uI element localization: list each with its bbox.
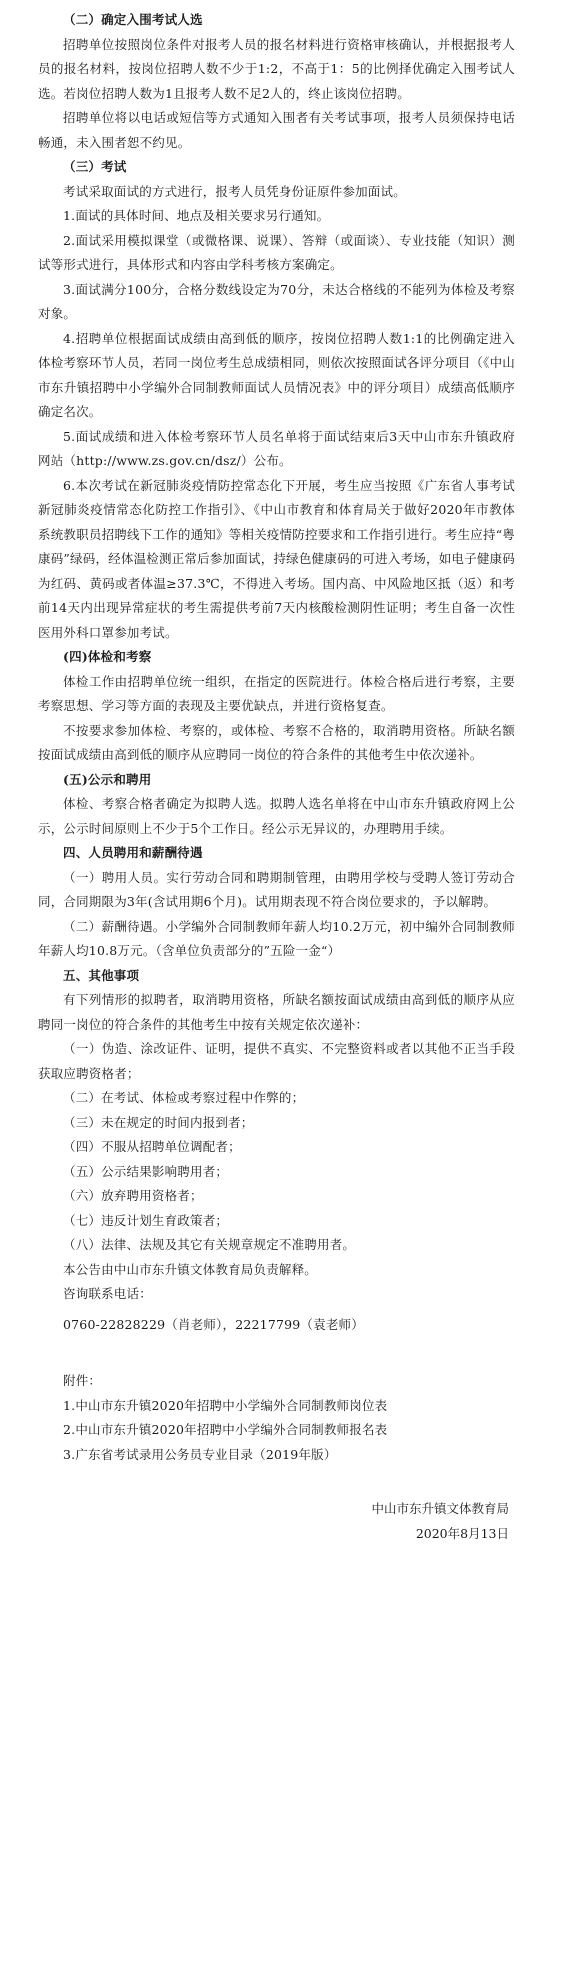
list-item-condition-1: （一）伪造、涂改证件、证明，提供不真实、不完整资料或者以其他不正当手段获取应聘资格者；: [38, 1041, 515, 1081]
paragraph-medical-check: 体检工作由招聘单位统一组织，在指定的医院进行。体检合格后进行考察，主要考察思想、学习等方面的表现及主要优缺点，并进行资格复查。: [38, 673, 515, 713]
attachment-item-3: 3.广东省考试录用公务员专业目录（2019年版）: [63, 1446, 337, 1462]
paragraph-exam-item-6: 6.本次考试在新冠肺炎疫情防控常态化下开展，考生应当按照《广东省人事考试新冠肺炎疫情常态化防控工作指引》、《中山市教育和体育局关于做好2020年市教体系统教职员招聘线下工作的通知》等相关疫情防控要求和工作指引进行。考生应持“粤康码”绿码，经体温检测正常后参加面试，持绿色健康码的可进入考场，如电子健康码为红码、黄码或者体温≥37.3℃，不得进入考场。国内高、中风险地区抵（返）和考前14天内出现异常症状的考生需提供考前7天内核酸检测阴性证明；考生自备一次性医用外科口罩参加考试。: [38, 477, 515, 640]
attachment-item-1: 1.中山市东升镇2020年招聘中小学编外合同制教师岗位表: [63, 1397, 388, 1413]
attachments-title: 附件：: [63, 1373, 102, 1388]
list-item-condition-6: （六）放弃聘用资格者；: [63, 1188, 203, 1203]
list-item-condition-4: （四）不服从招聘单位调配者；: [63, 1139, 241, 1154]
list-item-condition-2: （二）在考试、体检或考察过程中作弊的；: [63, 1090, 305, 1105]
heading-shortlist: （二）确定入围考试人选: [63, 12, 203, 27]
attachment-item-2: 2.中山市东升镇2020年招聘中小学编外合同制教师报名表: [63, 1422, 388, 1437]
heading-publicity: (五)公示和聘用: [63, 771, 152, 787]
paragraph-exam-item-4: 4.招聘单位根据面试成绩由高到低的顺序，按岗位招聘人数1:1的比例确定进入体检考察环节人员，若同一岗位考生总成绩相同，则依次按照面试各评分项目（《中山市东升镇招聘中小学编外合同制教师面试人员情况表》中的评分项目）成绩高低顺序确定名次。: [38, 330, 515, 419]
list-item-condition-3: （三）未在规定的时间内报到者；: [63, 1114, 254, 1130]
paragraph-exam-item-3: 3.面试满分100分，合格分数线设定为70分，未达合格线的不能列为体检及考察对象。: [38, 281, 515, 321]
signature-date: 2020年8月13日: [415, 1525, 509, 1541]
list-item-condition-5: （五）公示结果影响聘用者；: [63, 1163, 229, 1179]
paragraph-qualification-review: 招聘单位按照岗位条件对报考人员的报名材料进行资格审核确认，并根据报考人员的报名材料，按岗位招聘人数不少于1:2，不高于1：5的比例择优确定入围考试人选。若岗位招聘人数为1且报考人数不足2人的，终止该岗位招聘。: [38, 36, 515, 101]
paragraph-notification: 招聘单位将以电话或短信等方式通知入围者有关考试事项，报考人员须保持电话畅通，未入围者恕不约见。: [38, 110, 515, 150]
list-item-condition-8: （八）法律、法规及其它有关规章规定不准聘用者。: [63, 1237, 356, 1252]
paragraph-exam-item-2: 2.面试采用模拟课堂（或微格课、说课）、答辩（或面谈）、专业技能（知识）测试等形式进行，具体形式和内容由学科考核方案确定。: [38, 232, 515, 272]
paragraph-exam-item-1: 1.面试的具体时间、地点及相关要求另行通知。: [63, 208, 330, 223]
paragraph-interpretation: 本公告由中山市东升镇文体教育局负责解释。: [63, 1261, 318, 1277]
heading-exam: （三）考试: [63, 159, 127, 174]
contact-label: 咨询联系电话：: [63, 1286, 152, 1301]
heading-other-matters: 五、其他事项: [63, 967, 140, 983]
paragraph-disqualification: 不按要求参加体检、考察的，或体检、考察不合格的，取消聘用资格。所缺名额按面试成绩由高到低的顺序从应聘同一岗位的符合条件的其他考生中依次递补。: [38, 722, 515, 762]
heading-medical-check: (四)体检和考察: [63, 649, 152, 664]
paragraph-salary: （二）薪酬待遇。小学编外合同制教师年薪人均10.2万元，初中编外合同制教师年薪人均10.8万元。（含单位负责部分的”五险一金“）: [38, 918, 515, 958]
contact-phone: 0760-22828229（肖老师），22217799（袁老师）: [63, 1316, 364, 1332]
list-item-condition-7: （七）违反计划生育政策者；: [63, 1212, 229, 1228]
paragraph-publicity: 体检、考察合格者确定为拟聘人选。拟聘人选名单将在中山市东升镇政府网上公示，公示时间原则上不少于5个工作日。经公示无异议的，办理聘用手续。: [38, 796, 515, 836]
heading-employment: 四、人员聘用和薪酬待遇: [63, 845, 203, 860]
paragraph-cancel-conditions: 有下列情形的拟聘者，取消聘用资格，所缺名额按面试成绩由高到低的顺序从应聘同一岗位的符合条件的其他考生中按有关规定依次递补：: [38, 992, 515, 1032]
signature-org: 中山市东升镇文体教育局: [371, 1501, 509, 1516]
paragraph-exam-method: 考试采取面试的方式进行，报考人员凭身份证原件参加面试。: [63, 183, 406, 199]
paragraph-employment: （一）聘用人员。实行劳动合同和聘期制管理，由聘用学校与受聘人签订劳动合同，合同期限为3年(含试用期6个月)。试用期表现不符合岗位要求的，予以解聘。: [38, 869, 515, 909]
paragraph-exam-item-5: 5.面试成绩和进入体检考察环节人员名单将于面试结束后3天中山市东升镇政府网站（http://www.zs.gov.cn/dsz/）公布。: [38, 428, 515, 468]
